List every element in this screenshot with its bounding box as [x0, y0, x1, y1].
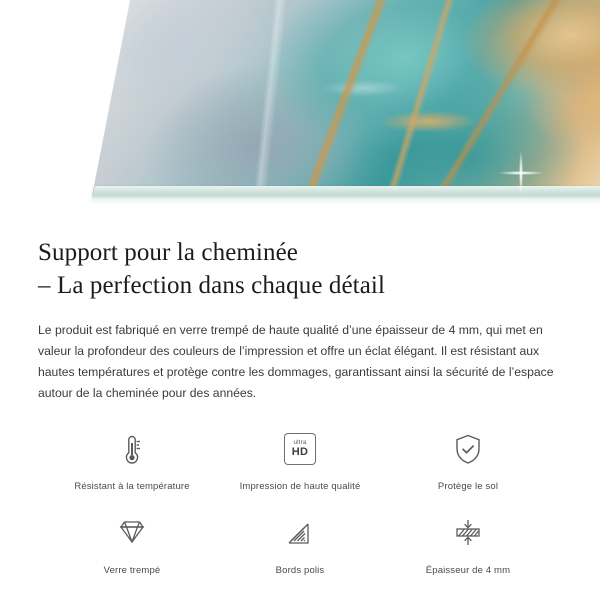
feature-grid	[38, 426, 562, 576]
feature-label: Verre trempé	[103, 564, 161, 576]
ultra-hd-badge-icon	[277, 426, 323, 472]
badge-top-text: ultra	[293, 438, 307, 446]
thickness-arrows-icon	[445, 510, 491, 556]
headline-line-2: – La perfection dans chaque détail	[38, 272, 385, 299]
body-description: Le produit est fabriqué en verre trempé de haute qualité d’une épaisseur de 4 mm, qui met en valeur la profondeur des couleurs de l’impression et offre un éclat élégant. Il est résistant aux hautes températures et protège contre les dommages, garantissant ainsi la sécurité de l’espace autour de la cheminée pour des années.	[38, 323, 554, 400]
feature-item-floor-protection	[384, 426, 552, 492]
feature-item-thickness	[384, 510, 552, 576]
shield-check-icon	[445, 426, 491, 472]
hero-fade-overlay	[0, 192, 600, 218]
badge-main-text: HD	[291, 446, 309, 459]
page-title	[38, 236, 562, 302]
feature-item-temperature	[48, 426, 216, 492]
content-area	[0, 218, 600, 576]
feature-label: Épaisseur de 4 mm	[425, 564, 511, 576]
headline-line-1: Support pour la cheminée	[38, 239, 298, 266]
feature-label: Résistant à la température	[74, 480, 190, 492]
thermometer-icon	[109, 426, 155, 472]
ultra-hd-badge	[284, 433, 316, 465]
hero-image-inner	[0, 0, 600, 218]
diamond-icon	[109, 510, 155, 556]
feature-label: Bords polis	[275, 564, 325, 576]
hero-image	[0, 0, 600, 218]
feature-item-print-quality	[216, 426, 384, 492]
feature-label: Protège le sol	[437, 480, 499, 492]
marble-artwork	[92, 0, 600, 196]
gold-veins-overlay	[92, 0, 600, 196]
feature-item-tempered-glass	[48, 510, 216, 576]
feature-item-polished-edges	[216, 510, 384, 576]
polished-edges-icon	[277, 510, 323, 556]
feature-label: Impression de haute qualité	[239, 480, 361, 492]
